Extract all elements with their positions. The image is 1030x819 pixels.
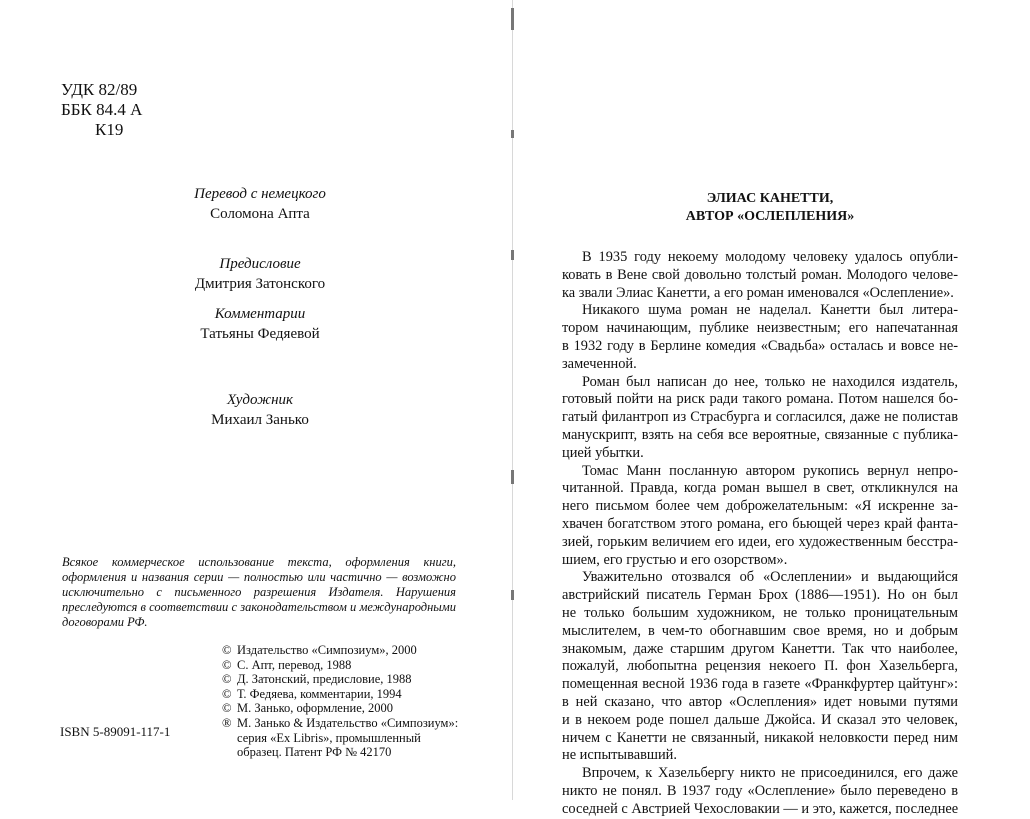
credit-foreword xyxy=(160,254,360,294)
rights-line: договорами РФ. xyxy=(62,615,148,629)
paragraph-line: Уважительно отозвался об «Ослеплении» и выдающийся xyxy=(582,569,958,586)
paragraph-line: соседней с Австрией Чехословакии — и это, кажется, последнее xyxy=(562,800,959,817)
credit-role: Предисловие xyxy=(219,256,301,272)
paragraph-line: читанной. Правда, когда роман вышел в свет, откликнулся на xyxy=(562,480,958,497)
classification-codes xyxy=(61,80,142,140)
registered-symbol: ® xyxy=(222,715,232,730)
copyright-text: Т. Федяева, комментарии, 1994 xyxy=(237,686,402,701)
copyright-text: М. Занько, оформление, 2000 xyxy=(237,701,394,716)
bbk-code: ББК 84.4 А xyxy=(61,100,143,119)
paragraph-line: зией, горьким величием его идеи, его художественным бесстра- xyxy=(562,533,958,550)
paragraph xyxy=(562,249,958,302)
udk-code: УДК 82/89 xyxy=(61,80,138,99)
paragraph xyxy=(562,765,958,818)
paragraph-line: Томас Манн посланную автором рукопись вернул непро- xyxy=(582,462,958,479)
copyright-symbol: © xyxy=(222,672,232,687)
paragraph-line: никто не понял. В 1937 году «Ослепление» было переведено в xyxy=(562,782,958,799)
paragraph-line: хвачен богатством этого романа, его бьющей через край фанта- xyxy=(562,515,958,532)
copyright-symbol: © xyxy=(222,701,232,716)
paragraph-line: Роман был написан до нее, только не находился издатель, xyxy=(582,373,958,390)
heading-line: ЭЛИАС КАНЕТТИ, xyxy=(706,191,834,206)
paragraph-line: австрийский писатель Герман Брох (1886—1951). Но он был xyxy=(562,587,958,604)
copyright-line xyxy=(222,716,458,731)
paragraph-line: В 1935 году некоему молодому человеку удалось опубли- xyxy=(582,249,958,265)
paragraph xyxy=(562,569,958,765)
credit-role: Перевод с немецкого xyxy=(194,186,326,202)
credit-role: Комментарии xyxy=(214,306,306,322)
paragraph-line: знакомым, даже старшим другом Канетти. Так что наиболее, xyxy=(562,640,958,657)
paragraph-line: шием, его грустью и его озорством». xyxy=(562,551,788,568)
credit-person: Соломона Апта xyxy=(210,206,310,222)
paragraph-line: замеченной. xyxy=(562,355,637,372)
copyright-continuation: серия «Ex Libris», промышленный xyxy=(237,730,421,745)
credit-commentary xyxy=(160,304,360,344)
paragraph-line: ковать в Вене свой довольно толстый роман. Молодого челове- xyxy=(562,266,958,283)
paragraph-line: ка звали Элиас Канетти, а его роман именовался «Ослепление». xyxy=(562,284,954,301)
copyright-symbol: © xyxy=(222,686,232,701)
page-gutter xyxy=(512,0,513,800)
copyright-line xyxy=(222,658,458,673)
paragraph-line: пожалуй, любопытна рецензия некоего П. фон Хазельберга, xyxy=(562,658,958,675)
credit-artist xyxy=(160,390,360,430)
rights-notice xyxy=(62,555,456,630)
credit-person: Татьяны Федяевой xyxy=(200,326,320,342)
author-mark: К19 xyxy=(95,120,124,139)
credit-role: Художник xyxy=(226,392,294,408)
copyright-text: С. Апт, перевод, 1988 xyxy=(237,657,352,672)
copyright-block xyxy=(222,643,458,760)
heading-line: АВТОР «ОСЛЕПЛЕНИЯ» xyxy=(685,209,855,224)
paragraph-line: не испытывавший. xyxy=(562,747,677,764)
copyright-continuation: образец. Патент РФ № 42170 xyxy=(237,745,392,760)
paragraph xyxy=(562,463,958,570)
paragraph xyxy=(562,302,958,373)
paragraph-line: в ней сказано, что автор «Ослепления» идет новыми путями xyxy=(562,693,958,710)
paragraph-line: не только большим художником, не только проницательным xyxy=(562,604,958,621)
rights-line: Всякое коммерческое использование текста, оформления книги, xyxy=(62,555,456,569)
paragraph-line: помещенная весной 1936 года в газете «Франкфуртер цайтунг»: xyxy=(562,676,958,693)
copyright-line xyxy=(222,701,458,716)
paragraph-line: и в некоем роде пошел дальше Джойса. И сказал это человек, xyxy=(562,711,958,728)
rights-line: исключительно с письменного разрешения Издателя. Нарушения xyxy=(62,585,456,599)
rights-line: преследуются в соответствии с законодательством и международными xyxy=(62,600,456,614)
paragraph-line: гатый филантроп из Страсбурга и согласился, даже не полистав xyxy=(562,409,958,426)
paragraph-line: Впрочем, к Хазельбергу никто не присоединился, его даже xyxy=(582,765,958,782)
isbn: ISBN 5-89091-117-1 xyxy=(60,724,171,739)
paragraph-line: в 1932 году в Берлине комедия «Свадьба» осталась и вовсе не- xyxy=(562,337,958,354)
copyright-symbol: © xyxy=(222,657,232,672)
paragraph-line: готовый пойти на риск ради такого романа. Потом нашелся бо- xyxy=(562,391,958,408)
paragraph-line: манускрипт, взять на себя все вероятные, связанные с публика- xyxy=(562,426,958,443)
paragraph-line: него письмом более чем доброжелательным: «Я искренне за- xyxy=(562,498,958,515)
left-page xyxy=(0,0,512,800)
paragraph-line: мыслителем, в чем-то обогнавшим свое время, но и добрым xyxy=(562,622,958,639)
paragraph-line: ничем с Канетти не связанный, никакой неловкости перед ним xyxy=(562,729,958,746)
paragraph-line: тором начинающим, публике неизвестным; его напечатанная xyxy=(562,320,958,337)
paragraph-line: Никакого шума роман не наделал. Канетти был литера- xyxy=(582,302,958,319)
paragraph-line: цией убытки. xyxy=(562,444,644,461)
copyright-text: М. Занько & Издательство «Симпозиум»: xyxy=(237,715,459,730)
credit-person: Михаил Занько xyxy=(211,412,309,428)
body-text xyxy=(562,249,958,819)
credit-translation xyxy=(160,184,360,224)
copyright-line xyxy=(222,672,458,687)
copyright-line xyxy=(222,643,458,658)
rights-line: оформления и названия серии — полностью или частично — возможно xyxy=(62,570,456,584)
chapter-heading xyxy=(650,190,890,226)
copyright-line xyxy=(222,687,458,702)
copyright-text: Д. Затонский, предисловие, 1988 xyxy=(237,672,412,687)
paragraph xyxy=(562,374,958,463)
copyright-text: Издательство «Симпозиум», 2000 xyxy=(237,643,417,657)
credit-person: Дмитрия Затонского xyxy=(194,276,326,292)
copyright-symbol: © xyxy=(222,643,232,657)
